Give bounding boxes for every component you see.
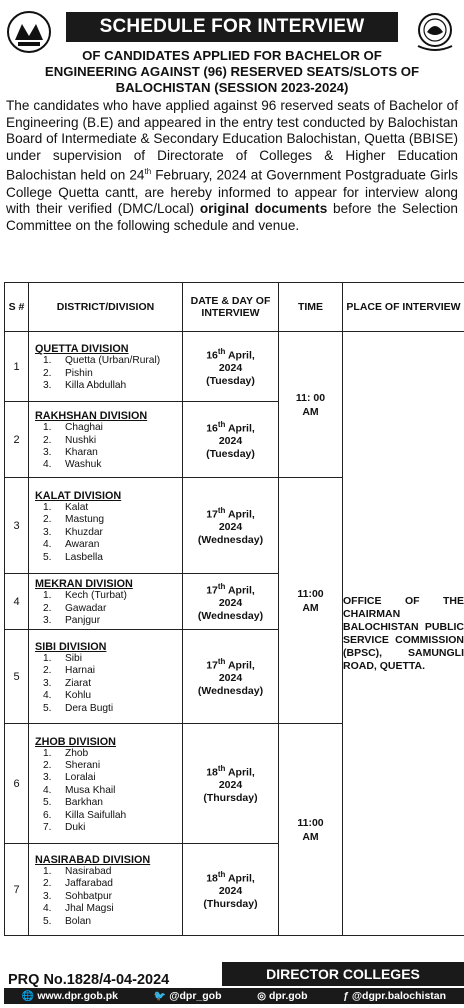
subtitle-line: ENGINEERING AGAINST (96) RESERVED SEATS/SLOTS OF xyxy=(44,64,420,79)
district-number: 5. xyxy=(43,551,52,563)
district-name: Loralai xyxy=(65,772,96,784)
district-list xyxy=(29,866,182,928)
row-date xyxy=(183,574,279,630)
district-name: Barkhan xyxy=(65,797,103,809)
date-ordinal: th xyxy=(217,419,226,429)
date-year: 2024 xyxy=(218,521,243,534)
date-day: 18 xyxy=(206,766,218,779)
district-name: Gawadar xyxy=(65,602,107,614)
subtitle-line: OF CANDIDATES APPLIED FOR BACHELOR OF xyxy=(82,48,382,63)
district-item xyxy=(43,785,182,797)
globe-icon: 🌐 xyxy=(21,991,35,1002)
date-year: 2024 xyxy=(218,672,243,685)
district-item xyxy=(43,590,182,602)
date-month: April, xyxy=(225,659,255,672)
district-item xyxy=(43,653,182,665)
intro-text: before the Selection Committee on the following schedule and venue. xyxy=(6,201,458,233)
district-name: Khuzdar xyxy=(65,526,103,538)
date-day-month xyxy=(183,504,278,522)
time-cell: 11: 00 AM xyxy=(279,332,343,478)
row-sno: 3 xyxy=(5,478,29,574)
district-item xyxy=(43,891,182,903)
date-year: 2024 xyxy=(218,885,243,898)
district-item xyxy=(43,810,182,822)
date-ordinal: th xyxy=(217,763,226,773)
district-number: 1. xyxy=(43,865,52,877)
date-ordinal: th xyxy=(217,656,226,666)
district-item xyxy=(43,447,182,459)
date-month: April, xyxy=(225,766,255,779)
district-name: Kech (Turbat) xyxy=(65,590,127,602)
social-web xyxy=(22,988,118,1004)
district-number: 2. xyxy=(43,878,52,890)
district-list xyxy=(29,422,182,472)
date-day: 17 xyxy=(206,584,218,597)
row-district-cell xyxy=(29,630,183,724)
row-date xyxy=(183,844,279,936)
district-name: Killa Abdullah xyxy=(65,380,127,392)
date-day: 16 xyxy=(206,422,218,435)
district-item xyxy=(43,690,182,702)
district-list xyxy=(29,748,182,835)
district-list xyxy=(29,653,182,715)
row-district-cell xyxy=(29,574,183,630)
district-number: 4. xyxy=(43,539,52,551)
date-day-month xyxy=(183,655,278,673)
district-number: 6. xyxy=(43,809,52,821)
district-name: Zhob xyxy=(65,747,89,759)
date-month: April, xyxy=(225,872,255,885)
district-item xyxy=(43,502,182,514)
district-name: Duki xyxy=(65,822,86,834)
row-sno: 1 xyxy=(5,332,29,402)
row-district-cell xyxy=(29,478,183,574)
district-item xyxy=(43,615,182,627)
district-item xyxy=(43,422,182,434)
district-number: 2. xyxy=(43,665,52,677)
social-instagram xyxy=(257,988,307,1004)
division-title: QUETTA DIVISION xyxy=(35,343,129,356)
date-year: 2024 xyxy=(218,435,243,448)
facebook-icon: ƒ xyxy=(343,991,349,1002)
district-item xyxy=(43,916,182,928)
district-number: 1. xyxy=(43,747,52,759)
time-cell: 11:00 AM xyxy=(279,724,343,936)
date-weekday: (Wednesday) xyxy=(197,685,264,698)
prq-number: PRQ No.1828/4-04-2024 xyxy=(8,972,170,988)
district-number: 2. xyxy=(43,602,52,614)
district-item xyxy=(43,552,182,564)
district-name: Awaran xyxy=(65,539,100,551)
date-weekday: (Thursday) xyxy=(203,792,258,805)
date-weekday: (Wednesday) xyxy=(197,610,264,623)
director-colleges: DIRECTOR COLLEGES xyxy=(222,962,464,986)
district-name: Jhal Magsi xyxy=(65,903,114,915)
district-item xyxy=(43,355,182,367)
district-number: 2. xyxy=(43,434,52,446)
district-number: 3. xyxy=(43,890,52,902)
district-item xyxy=(43,603,182,615)
header-district: DISTRICT/DIVISION xyxy=(29,283,183,332)
district-list xyxy=(29,502,182,564)
district-name: Harnai xyxy=(65,665,96,677)
district-name: Panjgur xyxy=(65,615,101,627)
district-name: Sibi xyxy=(65,652,82,664)
district-list xyxy=(29,355,182,392)
district-name: Ziarat xyxy=(65,677,92,689)
district-name: Dera Bugti xyxy=(65,702,114,714)
division-title: ZHOB DIVISION xyxy=(35,735,116,748)
row-sno: 5 xyxy=(5,630,29,724)
district-number: 2. xyxy=(43,759,52,771)
intro-paragraph xyxy=(6,98,458,234)
newspaper-advertisement xyxy=(4,4,464,1004)
district-item xyxy=(43,678,182,690)
date-day: 17 xyxy=(206,659,218,672)
district-number: 5. xyxy=(43,915,52,927)
date-ordinal: th xyxy=(217,505,226,515)
date-day-month xyxy=(183,868,278,886)
district-name: Washuk xyxy=(65,459,102,471)
date-day-month xyxy=(183,345,278,363)
district-name: Pishin xyxy=(65,367,93,379)
district-number: 1. xyxy=(43,590,52,602)
web-link: www.dpr.gob.pk xyxy=(37,990,119,1002)
district-name: Nasirabad xyxy=(65,865,112,877)
district-number: 3. xyxy=(43,677,52,689)
header-sno: S # xyxy=(5,283,29,332)
district-name: Bolan xyxy=(65,915,92,927)
district-item xyxy=(43,368,182,380)
date-weekday: (Thursday) xyxy=(203,898,258,911)
instagram-handle: dpr.gob xyxy=(268,990,308,1002)
intro-text: The candidates who have applied against 96 reserved seats of Bachelor of Engineering (B.E) and appeared in the entry test conducted by Balochistan Board of Intermediate & Secondary Education Balochistan, Quetta (BBISE) under supervision of Directorate of Colleges & Higher Education Balochistan held on 24 xyxy=(6,98,458,183)
district-item xyxy=(43,703,182,715)
district-number: 4. xyxy=(43,903,52,915)
division-title: RAKHSHAN DIVISION xyxy=(35,410,148,423)
district-item xyxy=(43,878,182,890)
schedule-table xyxy=(4,282,464,936)
district-name: Sherani xyxy=(65,759,101,771)
table-header-row xyxy=(5,283,464,332)
row-district-cell xyxy=(29,332,183,402)
district-item xyxy=(43,760,182,772)
district-number: 3. xyxy=(43,615,52,627)
district-name: Quetta (Urban/Rural) xyxy=(65,355,161,367)
facebook-handle: @dgpr.balochistan xyxy=(351,990,447,1002)
district-number: 1. xyxy=(43,501,52,513)
date-month: April, xyxy=(225,422,255,435)
district-name: Jaffarabad xyxy=(65,878,113,890)
date-ordinal: th xyxy=(217,581,226,591)
district-name: Kohlu xyxy=(65,690,92,702)
table-row xyxy=(5,332,464,402)
ordinal-suffix: th xyxy=(144,167,152,177)
date-day-month xyxy=(183,762,278,780)
date-day-month xyxy=(183,418,278,436)
subtitle-line: BALOCHISTAN (SESSION 2023-2024) xyxy=(115,80,349,95)
district-item xyxy=(43,772,182,784)
row-sno: 4 xyxy=(5,574,29,630)
row-date xyxy=(183,332,279,402)
instagram-icon: ◎ xyxy=(257,991,266,1002)
row-sno: 2 xyxy=(5,402,29,478)
district-list xyxy=(29,590,182,627)
subtitle xyxy=(4,48,460,96)
date-month: April, xyxy=(225,584,255,597)
district-item xyxy=(43,822,182,834)
row-sno: 6 xyxy=(5,724,29,844)
division-title: MEKRAN DIVISION xyxy=(35,578,133,591)
district-number: 3. xyxy=(43,380,52,392)
time-cell: 11:00 AM xyxy=(279,478,343,724)
row-district-cell xyxy=(29,724,183,844)
district-number: 1. xyxy=(43,355,52,367)
district-item xyxy=(43,514,182,526)
twitter-handle: @dpr_gob xyxy=(169,990,222,1002)
date-day: 16 xyxy=(206,349,218,362)
district-name: Kharan xyxy=(65,447,98,458)
district-item xyxy=(43,459,182,471)
district-item xyxy=(43,866,182,878)
district-number: 7. xyxy=(43,822,52,834)
intro-emphasis: original documents xyxy=(199,201,328,217)
row-district-cell xyxy=(29,844,183,936)
intro-text: February, 2024 at Government Postgraduate Girls College Quetta cantt, are hereby informed to appear for interview along with their verified (DMC/Local) xyxy=(6,167,458,217)
district-number: 3. xyxy=(43,447,52,458)
date-day-month xyxy=(183,580,278,598)
date-month: April, xyxy=(225,349,255,362)
social-facebook xyxy=(343,988,446,1004)
district-name: Nushki xyxy=(65,434,97,446)
row-date xyxy=(183,478,279,574)
date-year: 2024 xyxy=(218,779,243,792)
row-date xyxy=(183,402,279,478)
header-date: DATE & DAY OF INTERVIEW xyxy=(183,283,279,332)
place-of-interview: OFFICE OF THE CHAIRMAN BALOCHISTAN PUBLIC SERVICE COMMISSION (BPSC), SAMUNGLI ROAD, QUETTA. xyxy=(343,332,464,936)
district-number: 2. xyxy=(43,367,52,379)
date-ordinal: th xyxy=(217,346,226,356)
date-weekday: (Tuesday) xyxy=(206,375,255,388)
district-number: 4. xyxy=(43,690,52,702)
header-place: PLACE OF INTERVIEW xyxy=(343,283,464,332)
district-name: Killa Saifullah xyxy=(65,809,127,821)
district-name: Chaghai xyxy=(65,422,103,434)
district-number: 1. xyxy=(43,422,52,434)
district-number: 4. xyxy=(43,784,52,796)
district-item xyxy=(43,380,182,392)
district-name: Lasbella xyxy=(65,551,103,563)
district-number: 3. xyxy=(43,526,52,538)
district-number: 4. xyxy=(43,459,52,471)
district-item xyxy=(43,903,182,915)
district-item xyxy=(43,539,182,551)
division-title: KALAT DIVISION xyxy=(35,489,122,502)
row-district-cell xyxy=(29,402,183,478)
district-item xyxy=(43,435,182,447)
banner-title: SCHEDULE FOR INTERVIEW xyxy=(66,12,398,42)
district-item xyxy=(43,527,182,539)
twitter-icon: 🐦 xyxy=(153,991,167,1002)
row-date xyxy=(183,630,279,724)
division-title: NASIRABAD DIVISION xyxy=(35,853,151,866)
table-body xyxy=(5,332,464,936)
date-weekday: (Tuesday) xyxy=(206,448,255,461)
district-item xyxy=(43,665,182,677)
district-name: Kalat xyxy=(65,501,89,513)
social-bar xyxy=(4,988,464,1004)
district-name: Musa Khail xyxy=(65,784,116,796)
date-weekday: (Wednesday) xyxy=(197,534,264,547)
date-year: 2024 xyxy=(218,597,243,610)
district-number: 5. xyxy=(43,702,52,714)
district-item xyxy=(43,748,182,760)
date-month: April, xyxy=(225,508,255,521)
district-number: 5. xyxy=(43,797,52,809)
district-item xyxy=(43,797,182,809)
district-number: 2. xyxy=(43,514,52,526)
header-time: TIME xyxy=(279,283,343,332)
date-year: 2024 xyxy=(218,362,243,375)
district-number: 1. xyxy=(43,652,52,664)
date-ordinal: th xyxy=(217,869,226,879)
row-sno: 7 xyxy=(5,844,29,936)
division-title: SIBI DIVISION xyxy=(35,640,107,653)
district-name: Sohbatpur xyxy=(65,890,113,902)
social-twitter xyxy=(154,988,222,1004)
district-name: Mastung xyxy=(65,514,105,526)
date-day: 18 xyxy=(206,872,218,885)
row-date xyxy=(183,724,279,844)
district-number: 3. xyxy=(43,772,52,784)
date-day: 17 xyxy=(206,508,218,521)
